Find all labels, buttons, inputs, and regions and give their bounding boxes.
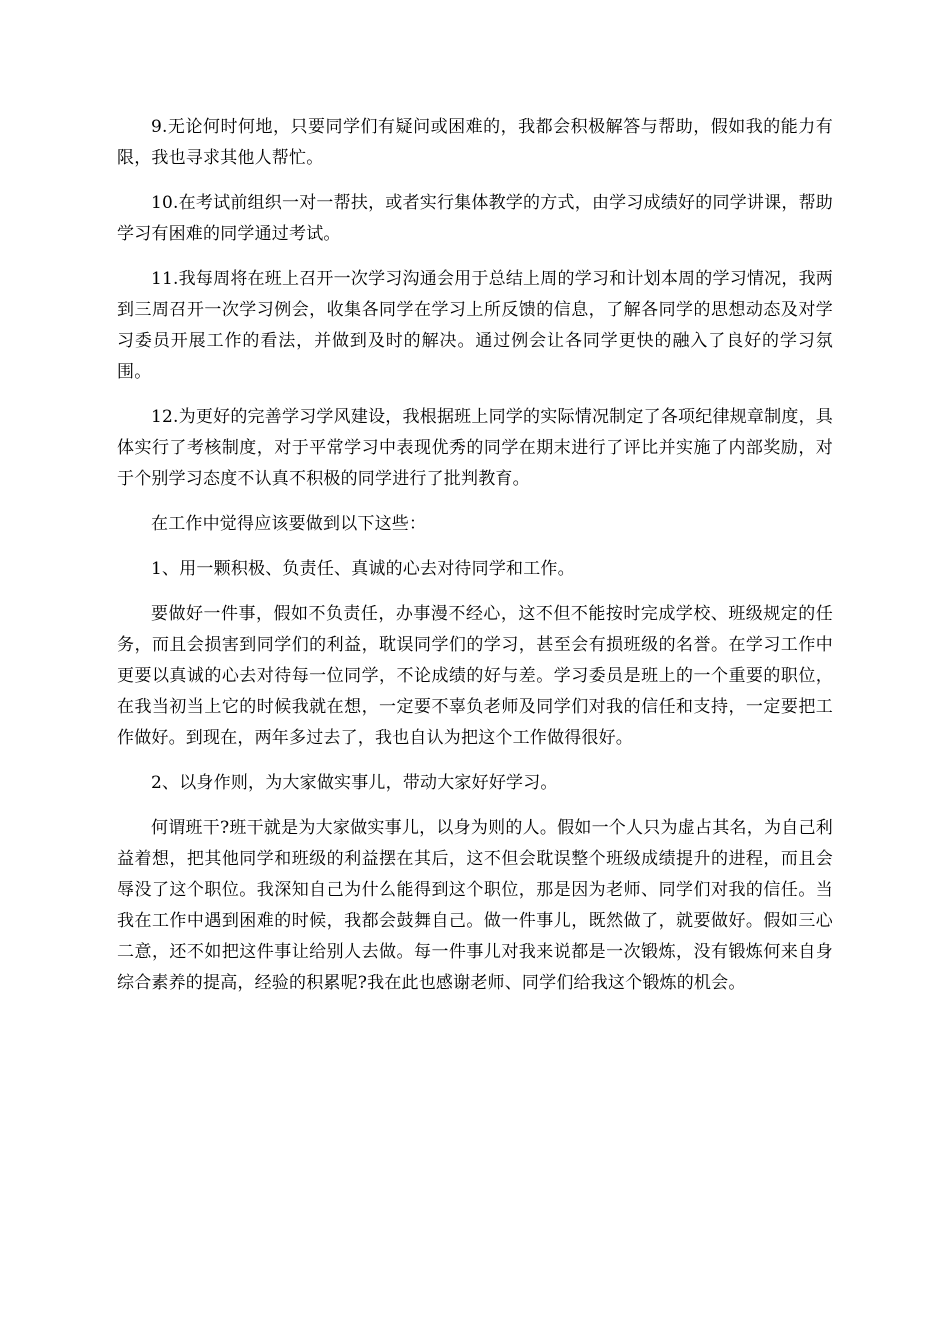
paragraph-point-1-body: 要做好一件事，假如不负责任，办事漫不经心，这不但不能按时完成学校、班级规定的任务，而且会损害到同学们的利益，耽误同学们的学习，甚至会有损班级的名誉。在学习工作中更要以真诚的心去对待每一位同学，不论成绩的好与差。学习委员是班上的一个重要的职位，在我当初当上它的时候我就在想，一定要不辜负老师及同学们对我的信任和支持，一定要把工作做好。到现在，两年多过去了，我也自认为把这个工作做得很好。 <box>117 604 833 748</box>
paragraph-item-9: 9.无论何时何地，只要同学们有疑问或困难的，我都会积极解答与帮助，假如我的能力有限，我也寻求其他人帮忙。 <box>117 117 833 168</box>
paragraph-item-10: 10.在考试前组织一对一帮扶，或者实行集体教学的方式，由学习成绩好的同学讲课，帮助学习有困难的同学通过考试。 <box>117 193 833 244</box>
paragraph-point-1-heading: 1、用一颗积极、负责任、真诚的心去对待同学和工作。 <box>151 559 575 579</box>
paragraph-item-11: 11.我每周将在班上召开一次学习沟通会用于总结上周的学习和计划本周的学习情况，我两到三周召开一次学习例会，收集各同学在学习上所反馈的信息，了解各同学的思想动态及对学习委员开展工作的看法，并做到及时的解决。通过例会让各同学更快的融入了良好的学习氛围。 <box>117 269 833 382</box>
document-body <box>117 112 833 1013</box>
paragraph-intro-requirements: 在工作中觉得应该要做到以下这些： <box>151 514 427 534</box>
paragraph-item-12: 12.为更好的完善学习学风建设，我根据班上同学的实际情况制定了各项纪律规章制度，具体实行了考核制度，对于平常学习中表现优秀的同学在期末进行了评比并实施了内部奖励，对于个别学习态度不认真不积极的同学进行了批判教育。 <box>117 407 833 489</box>
paragraph-point-2-body: 何谓班干?班干就是为大家做实事儿，以身为则的人。假如一个人只为虚占其名，为自己利益着想，把其他同学和班级的利益摆在其后，这不但会耽误整个班级成绩提升的进程，而且会辱没了这个职位。我深知自己为什么能得到这个职位，那是因为老师、同学们对我的信任。当我在工作中遇到困难的时候，我都会鼓舞自己。做一件事儿，既然做了，就要做好。假如三心二意，还不如把这件事让给别人去做。每一件事儿对我来说都是一次锻炼，没有锻炼何来自身综合素养的提高，经验的积累呢?我在此也感谢老师、同学们给我这个锻炼的机会。 <box>117 818 833 993</box>
paragraph-point-2-heading: 2、以身作则，为大家做实事儿，带动大家好好学习。 <box>151 773 558 793</box>
